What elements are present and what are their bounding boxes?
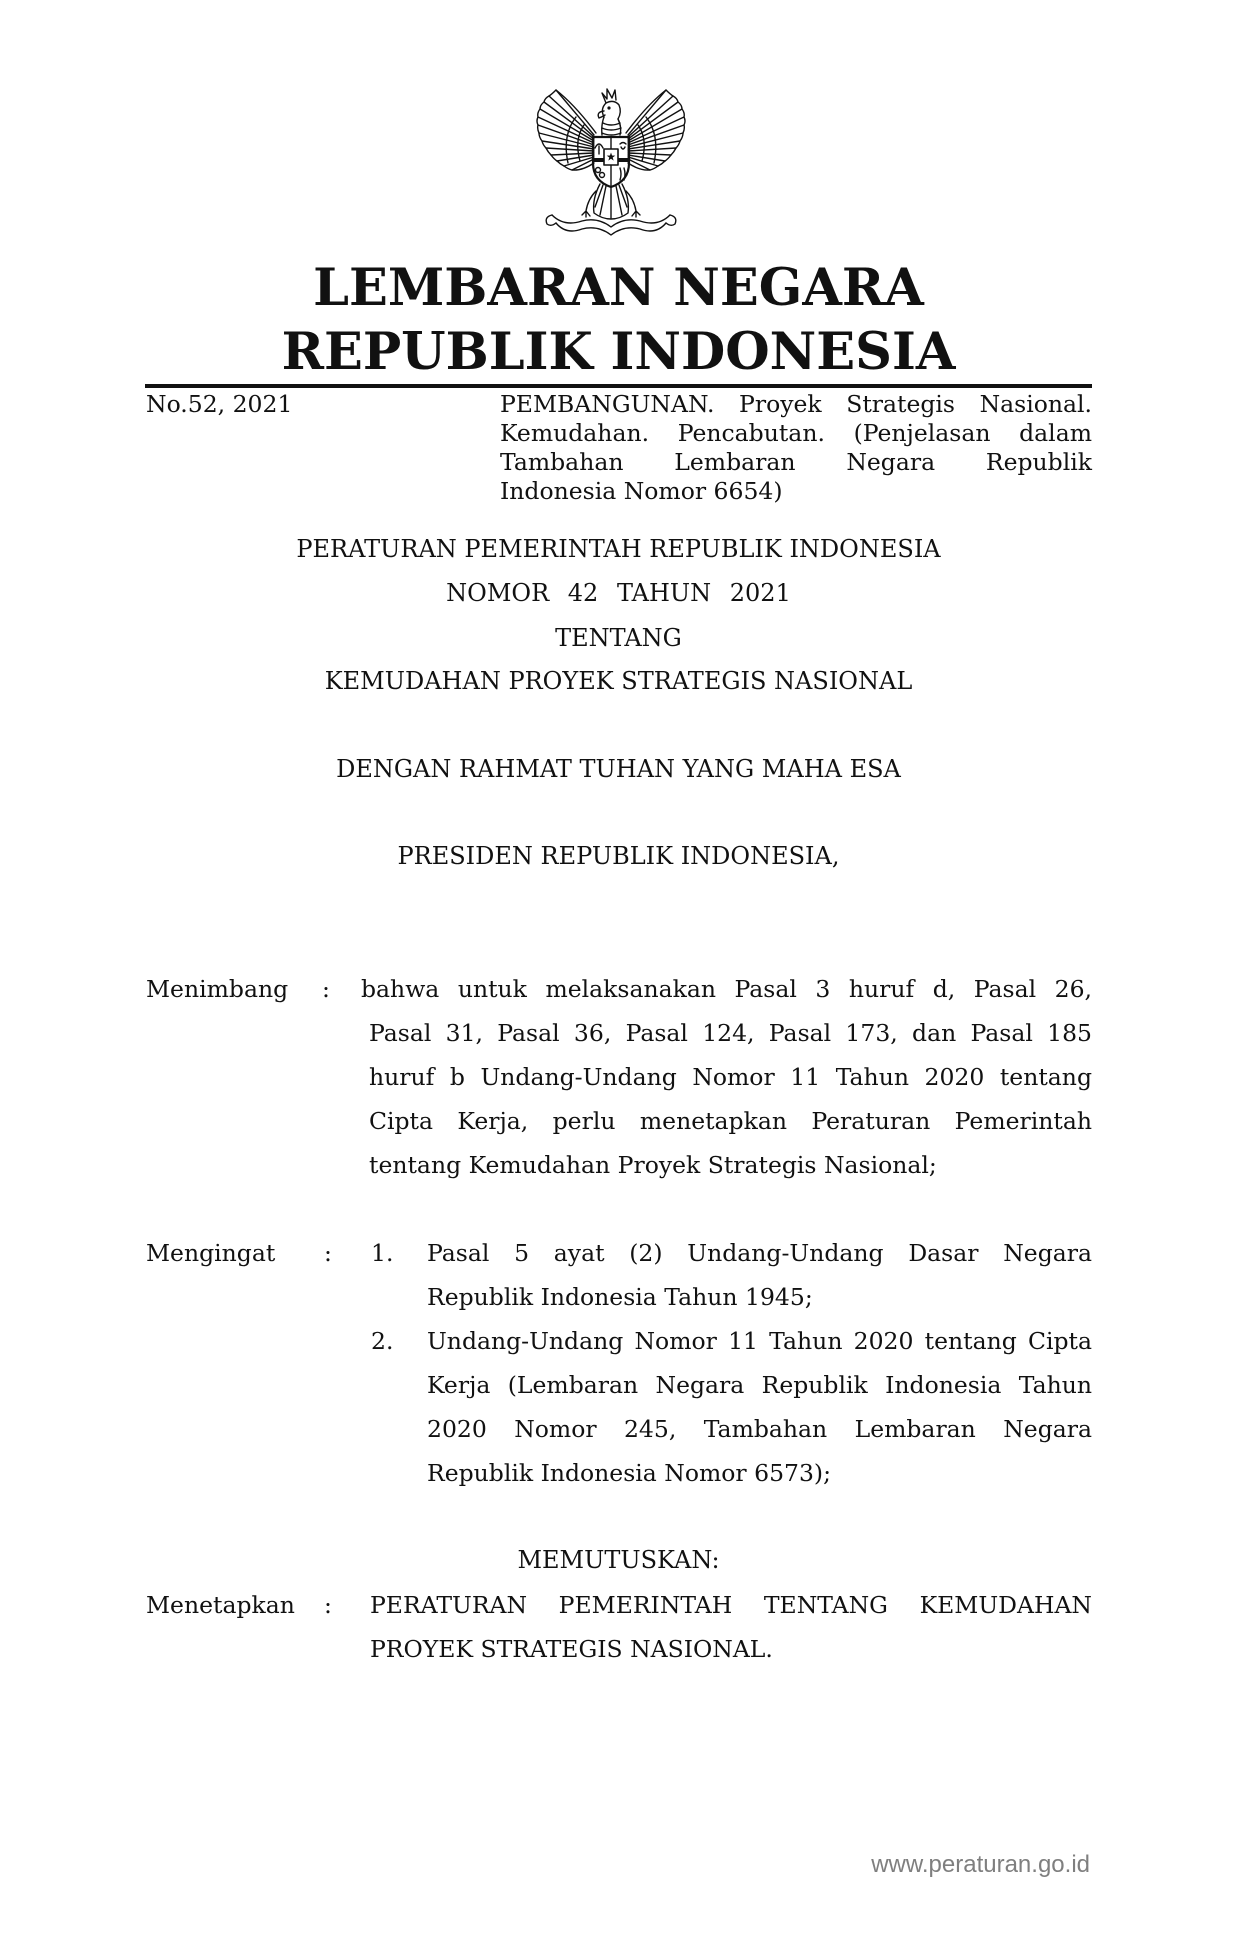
menimbang-label: Menimbang (146, 975, 289, 1003)
header-divider (145, 384, 1092, 388)
menimbang-line: bahwa untuk melaksanakan Pasal 3 huruf d, Pasal 26, (361, 975, 1092, 1003)
left-wing (537, 90, 596, 170)
gazette-summary (500, 390, 1092, 506)
menetapkan-text (370, 1583, 1092, 1671)
menimbang-line: Pasal 31, Pasal 36, Pasal 124, Pasal 173, dan Pasal 185 (369, 1019, 1092, 1047)
list-item-line: Pasal 5 ayat (2) Undang-Undang Dasar Negara (427, 1239, 1092, 1267)
regulation-title: KEMUDAHAN PROYEK STRATEGIS NASIONAL (324, 667, 913, 695)
list-item-number: 2. (371, 1327, 394, 1355)
garuda-emblem (536, 87, 686, 239)
list-item (427, 1319, 1092, 1495)
regulation-number: NOMOR 42 TAHUN 2021 (446, 579, 791, 607)
menimbang-line: tentang Kemudahan Proyek Strategis Nasional; (369, 1151, 937, 1179)
gazette-title-line-1: LEMBARAN NEGARA (313, 258, 924, 318)
menetapkan-separator: : (324, 1591, 332, 1619)
regulation-about: TENTANG (555, 624, 682, 652)
gazette-number: No.52, 2021 (146, 390, 293, 418)
menetapkan-line: PERATURAN PEMERINTAH TENTANG KEMUDAHAN (370, 1591, 1092, 1619)
issuer: PRESIDEN REPUBLIK INDONESIA, (397, 842, 840, 870)
menetapkan-line: PROYEK STRATEGIS NASIONAL. (370, 1635, 773, 1663)
summary-line: PEMBANGUNAN. Proyek Strategis Nasional. (500, 390, 1092, 418)
neck (602, 117, 621, 135)
menimbang-text (361, 967, 1092, 1187)
menimbang-separator: : (322, 975, 330, 1003)
list-item-line: 2020 Nomor 245, Tambahan Lembaran Negara (427, 1415, 1092, 1443)
list-item-line: Kerja (Lembaran Negara Republik Indonesia Tahun (427, 1371, 1092, 1399)
head (598, 89, 620, 119)
menimbang-line: Cipta Kerja, perlu menetapkan Peraturan Pemerintah (369, 1107, 1092, 1135)
list-item-line: Republik Indonesia Nomor 6573); (427, 1459, 832, 1487)
summary-line: Kemudahan. Pencabutan. (Penjelasan dalam (500, 419, 1092, 447)
menetapkan-label: Menetapkan (146, 1591, 295, 1619)
summary-line: Tambahan Lembaran Negara Republik (500, 448, 1092, 476)
mengingat-label: Mengingat (146, 1239, 276, 1267)
mengingat-separator: : (324, 1239, 332, 1267)
menimbang-line: huruf b Undang-Undang Nomor 11 Tahun 2020 tentang (369, 1063, 1092, 1091)
tail (594, 184, 629, 219)
list-item (427, 1231, 1092, 1319)
list-item-number: 1. (371, 1239, 394, 1267)
summary-line: Indonesia Nomor 6654) (500, 477, 783, 505)
list-item-line: Undang-Undang Nomor 11 Tahun 2020 tentang Cipta (427, 1327, 1092, 1355)
decision-heading: MEMUTUSKAN: (517, 1546, 720, 1574)
list-item-line: Republik Indonesia Tahun 1945; (427, 1283, 813, 1311)
right-wing (626, 90, 685, 170)
invocation: DENGAN RAHMAT TUHAN YANG MAHA ESA (336, 755, 901, 783)
shield (593, 137, 629, 187)
regulation-type: PERATURAN PEMERINTAH REPUBLIK INDONESIA (296, 535, 941, 563)
gazette-title-line-2: REPUBLIK INDONESIA (281, 322, 956, 382)
website-watermark: www.peraturan.go.id (871, 1851, 1090, 1878)
